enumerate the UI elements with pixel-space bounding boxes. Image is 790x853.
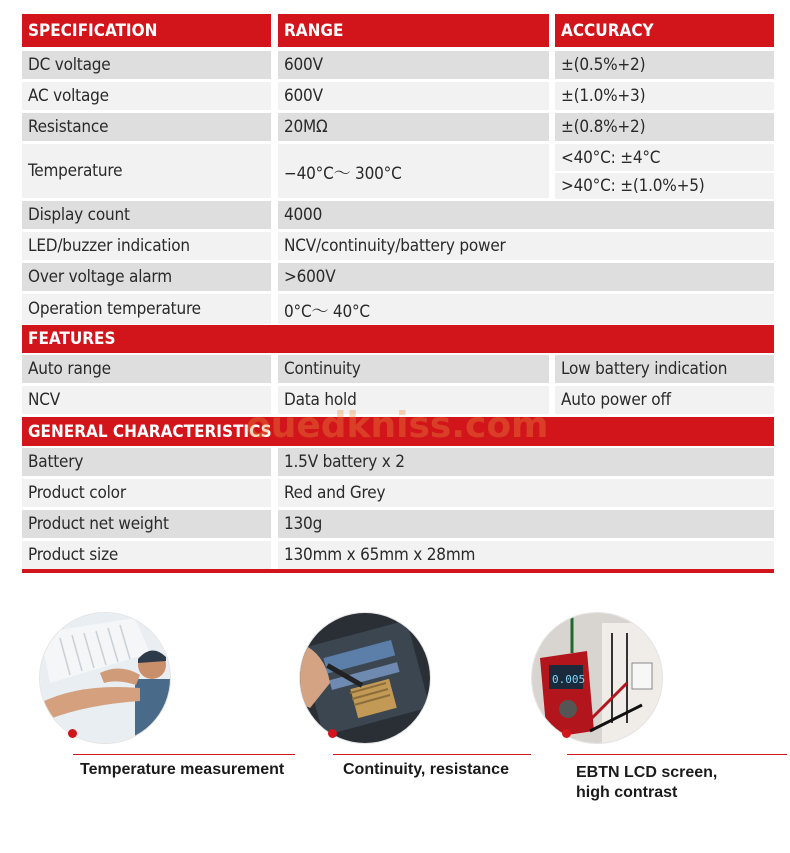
air-conditioner-technician-photo bbox=[40, 613, 170, 743]
general-value: 130g bbox=[278, 510, 774, 538]
features-header-row bbox=[22, 325, 774, 353]
spec-header-row bbox=[22, 14, 774, 47]
feature-temperature bbox=[36, 608, 286, 808]
spec-range: 600V bbox=[278, 82, 549, 110]
watermark: ouedkniss.com bbox=[246, 405, 549, 446]
general-value: 1.5V battery x 2 bbox=[278, 448, 774, 476]
feature-continuity bbox=[296, 608, 546, 808]
table-row bbox=[22, 232, 774, 260]
spec-header-accuracy: ACCURACY bbox=[555, 14, 774, 47]
features-title: FEATURES bbox=[22, 325, 774, 353]
spec-range: 20MΩ bbox=[278, 113, 549, 141]
spec-range: −40°C～ 300°C bbox=[278, 144, 549, 198]
spec-range: 4000 bbox=[278, 201, 774, 229]
general-label: Product net weight bbox=[22, 510, 271, 538]
spec-accuracy: ±(1.0%+3) bbox=[555, 82, 774, 110]
bullet-dot bbox=[562, 729, 571, 738]
underline-rule bbox=[333, 754, 531, 755]
feature-caption-line: EBTN LCD screen, bbox=[576, 764, 718, 781]
table-row bbox=[22, 294, 774, 324]
spec-label: AC voltage bbox=[22, 82, 271, 110]
circuit-board-repair-photo bbox=[300, 613, 430, 743]
feature-caption bbox=[576, 763, 786, 803]
spec-label: Temperature bbox=[22, 144, 271, 198]
spec-accuracy: ±(0.5%+2) bbox=[555, 51, 774, 79]
feature-lcd-screen bbox=[528, 608, 778, 808]
feature-item: Auto range bbox=[22, 355, 271, 383]
table-row bbox=[22, 386, 774, 414]
spec-header-range: RANGE bbox=[278, 14, 549, 47]
general-label: Product size bbox=[22, 541, 271, 569]
general-label: Battery bbox=[22, 448, 271, 476]
table-row bbox=[22, 51, 774, 79]
bullet-dot bbox=[328, 729, 337, 738]
table-row bbox=[22, 201, 774, 229]
spec-range: 600V bbox=[278, 51, 549, 79]
feature-item: Auto power off bbox=[555, 386, 774, 414]
spec-range: NCV/continuity/battery power bbox=[278, 232, 774, 260]
feature-caption-line: high contrast bbox=[576, 784, 678, 801]
table-row bbox=[22, 448, 774, 476]
feature-item: Continuity bbox=[278, 355, 549, 383]
spec-label: Operation temperature bbox=[22, 294, 271, 324]
spec-accuracy: ±(0.8%+2) bbox=[555, 113, 774, 141]
feature-item: NCV bbox=[22, 386, 271, 414]
general-title: GENERAL CHARACTERISTICS bbox=[22, 417, 774, 446]
table-bottom-rule bbox=[22, 569, 774, 573]
feature-item: Low battery indication bbox=[555, 355, 774, 383]
underline-rule bbox=[567, 754, 787, 755]
general-label: Product color bbox=[22, 479, 271, 507]
table-row bbox=[22, 113, 774, 141]
table-row bbox=[22, 479, 774, 507]
spec-accuracy-high: >40°C: ±(1.0%+5) bbox=[555, 173, 774, 199]
spec-range: >600V bbox=[278, 263, 774, 291]
feature-item: Data hold bbox=[278, 386, 549, 414]
bullet-dot bbox=[68, 729, 77, 738]
spec-range: 0°C～ 40°C bbox=[278, 294, 774, 324]
spec-label: Resistance bbox=[22, 113, 271, 141]
feature-caption: Continuity, resistance bbox=[343, 761, 509, 778]
table-row bbox=[22, 144, 774, 198]
spec-label: LED/buzzer indication bbox=[22, 232, 271, 260]
table-row bbox=[22, 510, 774, 538]
multimeter-testing-photo bbox=[532, 613, 662, 743]
general-header-row bbox=[22, 417, 774, 446]
svg-text:0.005: 0.005 bbox=[552, 673, 586, 686]
underline-rule bbox=[73, 754, 295, 755]
table-row bbox=[22, 82, 774, 110]
spec-label: Over voltage alarm bbox=[22, 263, 271, 291]
general-value: 130mm x 65mm x 28mm bbox=[278, 541, 774, 569]
table-row bbox=[22, 541, 774, 569]
spec-accuracy-low: <40°C: ±4°C bbox=[555, 144, 774, 171]
feature-caption: Temperature measurement bbox=[80, 761, 285, 778]
table-row bbox=[22, 263, 774, 291]
table-row bbox=[22, 355, 774, 383]
spec-header-specification: SPECIFICATION bbox=[22, 14, 271, 47]
spec-label: Display count bbox=[22, 201, 271, 229]
spec-label: DC voltage bbox=[22, 51, 271, 79]
general-value: Red and Grey bbox=[278, 479, 774, 507]
